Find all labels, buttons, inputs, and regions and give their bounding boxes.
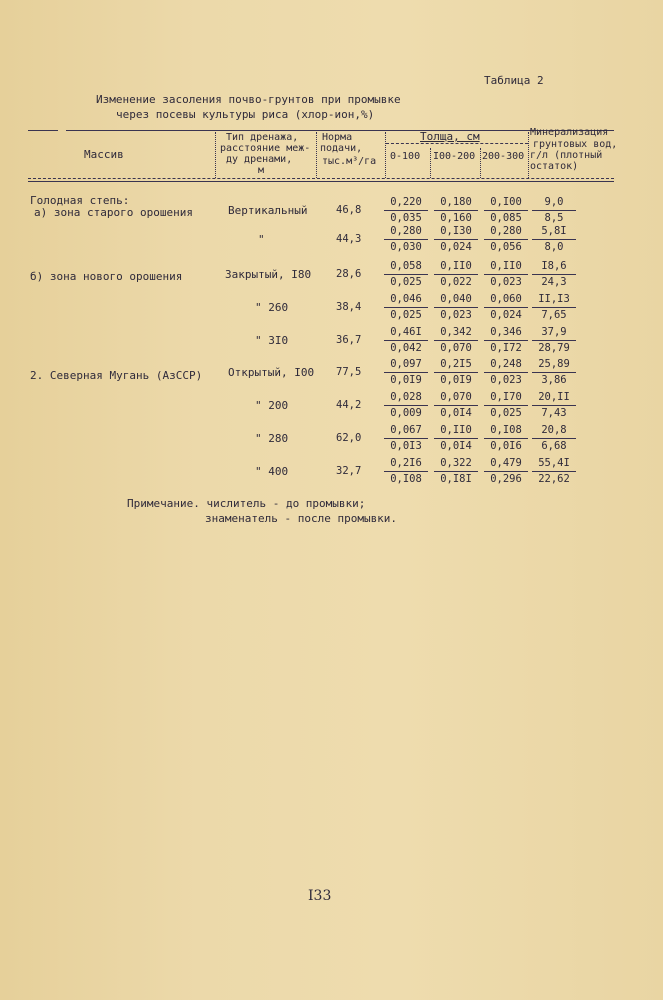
denominator: 0,023 bbox=[490, 276, 522, 288]
row-salinity-c1 bbox=[384, 293, 428, 322]
row-salinity-c3 bbox=[484, 457, 528, 486]
numerator: 0,479 bbox=[484, 457, 528, 472]
row-norm: 36,7 bbox=[336, 334, 362, 346]
header-depth-1: 0-100 bbox=[390, 151, 421, 162]
numerator: 0,070 bbox=[434, 391, 478, 406]
header-depth-2: I00-200 bbox=[433, 151, 476, 162]
col-sep-6 bbox=[528, 132, 529, 178]
denominator: 6,68 bbox=[541, 440, 567, 452]
denominator: 22,62 bbox=[538, 473, 570, 485]
row-norm: 38,4 bbox=[336, 301, 362, 313]
row-mineralization bbox=[532, 293, 576, 322]
numerator: 0,II0 bbox=[434, 260, 478, 275]
denominator: 0,296 bbox=[490, 473, 522, 485]
denominator: 0,085 bbox=[490, 212, 522, 224]
row-salinity-c1 bbox=[384, 326, 428, 355]
row-mineralization bbox=[532, 196, 576, 225]
numerator: 20,8 bbox=[532, 424, 576, 439]
row-norm: 77,5 bbox=[336, 366, 362, 378]
numerator: I8,6 bbox=[532, 260, 576, 275]
numerator: 0,058 bbox=[384, 260, 428, 275]
denominator: 24,3 bbox=[541, 276, 567, 288]
numerator: II,I3 bbox=[532, 293, 576, 308]
header-bottom-rule-2 bbox=[28, 181, 614, 182]
row-salinity-c1 bbox=[384, 424, 428, 453]
row-salinity-c3 bbox=[484, 196, 528, 225]
row-salinity-c2 bbox=[434, 424, 478, 453]
denominator: 0,070 bbox=[440, 342, 472, 354]
row-norm: 46,8 bbox=[336, 204, 362, 216]
row-salinity-c3 bbox=[484, 293, 528, 322]
denominator: 0,0I4 bbox=[440, 440, 472, 452]
numerator: 0,097 bbox=[384, 358, 428, 373]
numerator: 0,46I bbox=[384, 326, 428, 341]
numerator: 0,I00 bbox=[484, 196, 528, 211]
row-salinity-c1 bbox=[384, 358, 428, 387]
row-salinity-c1 bbox=[384, 391, 428, 420]
numerator: 0,220 bbox=[384, 196, 428, 211]
row-salinity-c2 bbox=[434, 225, 478, 254]
header-drain-1: Тип дренажа, bbox=[226, 132, 299, 143]
row-mineralization bbox=[532, 358, 576, 387]
denominator: 28,79 bbox=[538, 342, 570, 354]
numerator: 9,0 bbox=[532, 196, 576, 211]
col-sep-2 bbox=[316, 132, 317, 178]
header-norma-3: тыс.м³/га bbox=[322, 156, 377, 167]
denominator: 0,0I4 bbox=[440, 407, 472, 419]
numerator: 5,8I bbox=[532, 225, 576, 240]
page-number: I33 bbox=[308, 888, 332, 904]
numerator: 0,I30 bbox=[434, 225, 478, 240]
numerator: 20,II bbox=[532, 391, 576, 406]
row-norm: 44,2 bbox=[336, 399, 362, 411]
row-norm: 28,6 bbox=[336, 268, 362, 280]
header-tolsha-rule bbox=[386, 143, 528, 144]
numerator: 0,II0 bbox=[434, 424, 478, 439]
denominator: 0,023 bbox=[440, 309, 472, 321]
denominator: 0,023 bbox=[490, 374, 522, 386]
row-salinity-c2 bbox=[434, 391, 478, 420]
denominator: 0,I08 bbox=[390, 473, 422, 485]
header-drain-2: расстояние меж- bbox=[220, 143, 311, 154]
numerator: 0,046 bbox=[384, 293, 428, 308]
numerator: 0,248 bbox=[484, 358, 528, 373]
header-tolsha: Толща, см bbox=[420, 130, 480, 143]
row-salinity-c1 bbox=[384, 225, 428, 254]
row-salinity-c3 bbox=[484, 326, 528, 355]
header-depth-3: 200-300 bbox=[482, 151, 525, 162]
row-salinity-c3 bbox=[484, 424, 528, 453]
row-mineralization bbox=[532, 326, 576, 355]
row-salinity-c2 bbox=[434, 260, 478, 289]
row-salinity-c2 bbox=[434, 293, 478, 322]
row-salinity-c3 bbox=[484, 358, 528, 387]
row-salinity-c3 bbox=[484, 260, 528, 289]
header-massiv: Массив bbox=[84, 148, 124, 161]
numerator: 0,I08 bbox=[484, 424, 528, 439]
denominator: 0,030 bbox=[390, 241, 422, 253]
row-salinity-c2 bbox=[434, 326, 478, 355]
denominator: 0,056 bbox=[490, 241, 522, 253]
row-salinity-c2 bbox=[434, 358, 478, 387]
denominator: 0,024 bbox=[490, 309, 522, 321]
denominator: 0,160 bbox=[440, 212, 472, 224]
numerator: 0,346 bbox=[484, 326, 528, 341]
denominator: 0,0I6 bbox=[490, 440, 522, 452]
header-norma-2: подачи, bbox=[320, 143, 363, 154]
denominator: 0,009 bbox=[390, 407, 422, 419]
numerator: 0,342 bbox=[434, 326, 478, 341]
group-new-irrigation: б) зона нового орошения bbox=[30, 270, 183, 283]
numerator: 0,2I6 bbox=[384, 457, 428, 472]
denominator: 0,035 bbox=[390, 212, 422, 224]
denominator: 0,025 bbox=[490, 407, 522, 419]
numerator: 0,I70 bbox=[484, 391, 528, 406]
row-drain-type: " 400 bbox=[255, 465, 289, 478]
denominator: 8,5 bbox=[544, 212, 564, 224]
row-norm: 44,3 bbox=[336, 233, 362, 245]
title-line-2: через посевы культуры риса (хлор-ион,%) bbox=[116, 108, 375, 121]
header-drain-3: ду дренами, bbox=[226, 154, 293, 165]
denominator: 7,65 bbox=[541, 309, 567, 321]
row-salinity-c2 bbox=[434, 196, 478, 225]
row-drain-type: " bbox=[258, 233, 265, 246]
denominator: 7,43 bbox=[541, 407, 567, 419]
row-mineralization bbox=[532, 424, 576, 453]
row-salinity-c1 bbox=[384, 196, 428, 225]
numerator: 0,028 bbox=[384, 391, 428, 406]
group-old-irrigation: а) зона старого орошения bbox=[34, 206, 193, 219]
col-sep-5 bbox=[480, 148, 481, 178]
header-min-3: г/л (плотный bbox=[530, 150, 603, 161]
numerator: 0,040 bbox=[434, 293, 478, 308]
note-line-2: знаменатель - после промывки. bbox=[205, 512, 398, 525]
row-drain-type: Вертикальный bbox=[228, 204, 308, 217]
title-line-1: Изменение засоления почво-грунтов при промывке bbox=[96, 93, 401, 106]
denominator: 8,0 bbox=[544, 241, 564, 253]
denominator: 0,I8I bbox=[440, 473, 472, 485]
denominator: 0,042 bbox=[390, 342, 422, 354]
row-mineralization bbox=[532, 260, 576, 289]
denominator: 3,86 bbox=[541, 374, 567, 386]
group-golodnaya: Голодная степь: bbox=[30, 194, 130, 207]
row-salinity-c1 bbox=[384, 457, 428, 486]
row-salinity-c1 bbox=[384, 260, 428, 289]
numerator: 55,4I bbox=[532, 457, 576, 472]
denominator: 0,024 bbox=[440, 241, 472, 253]
header-bottom-rule-1 bbox=[28, 178, 614, 179]
row-norm: 32,7 bbox=[336, 465, 362, 477]
denominator: 0,025 bbox=[390, 276, 422, 288]
numerator: 0,2I5 bbox=[434, 358, 478, 373]
denominator: 0,025 bbox=[390, 309, 422, 321]
group-mugan: 2. Северная Мугань (АзССР) bbox=[30, 369, 203, 382]
numerator: 37,9 bbox=[532, 326, 576, 341]
header-top-rule-short bbox=[28, 130, 58, 131]
row-salinity-c3 bbox=[484, 225, 528, 254]
header-norma-1: Норма bbox=[322, 132, 353, 143]
header-min-4: остаток) bbox=[530, 161, 579, 172]
col-sep-4 bbox=[430, 148, 431, 178]
numerator: 25,89 bbox=[532, 358, 576, 373]
numerator: 0,067 bbox=[384, 424, 428, 439]
row-mineralization bbox=[532, 457, 576, 486]
row-drain-type: " 280 bbox=[255, 432, 289, 445]
numerator: 0,322 bbox=[434, 457, 478, 472]
row-drain-type: Открытый, I00 bbox=[228, 366, 315, 379]
row-mineralization bbox=[532, 391, 576, 420]
row-drain-type: " 200 bbox=[255, 399, 289, 412]
numerator: 0,II0 bbox=[484, 260, 528, 275]
denominator: 0,022 bbox=[440, 276, 472, 288]
numerator: 0,280 bbox=[484, 225, 528, 240]
row-drain-type: Закрытый, I80 bbox=[225, 268, 312, 281]
row-drain-type: " 3I0 bbox=[255, 334, 289, 347]
numerator: 0,060 bbox=[484, 293, 528, 308]
note-line-1: Примечание. числитель - до промывки; bbox=[127, 497, 366, 510]
row-salinity-c3 bbox=[484, 391, 528, 420]
denominator: 0,0I3 bbox=[390, 440, 422, 452]
header-min-2: грунтовых вод, bbox=[533, 139, 618, 150]
header-drain-4: м bbox=[258, 165, 265, 176]
header-min-1: Минерализация bbox=[530, 127, 609, 138]
numerator: 0,180 bbox=[434, 196, 478, 211]
denominator: 0,0I9 bbox=[390, 374, 422, 386]
table-label: Таблица 2 bbox=[484, 74, 544, 87]
row-drain-type: " 260 bbox=[255, 301, 289, 314]
denominator: 0,0I9 bbox=[440, 374, 472, 386]
row-norm: 62,0 bbox=[336, 432, 362, 444]
row-mineralization bbox=[532, 225, 576, 254]
row-salinity-c2 bbox=[434, 457, 478, 486]
denominator: 0,I72 bbox=[490, 342, 522, 354]
col-sep-3 bbox=[385, 132, 386, 178]
col-sep-1 bbox=[215, 132, 216, 178]
numerator: 0,280 bbox=[384, 225, 428, 240]
